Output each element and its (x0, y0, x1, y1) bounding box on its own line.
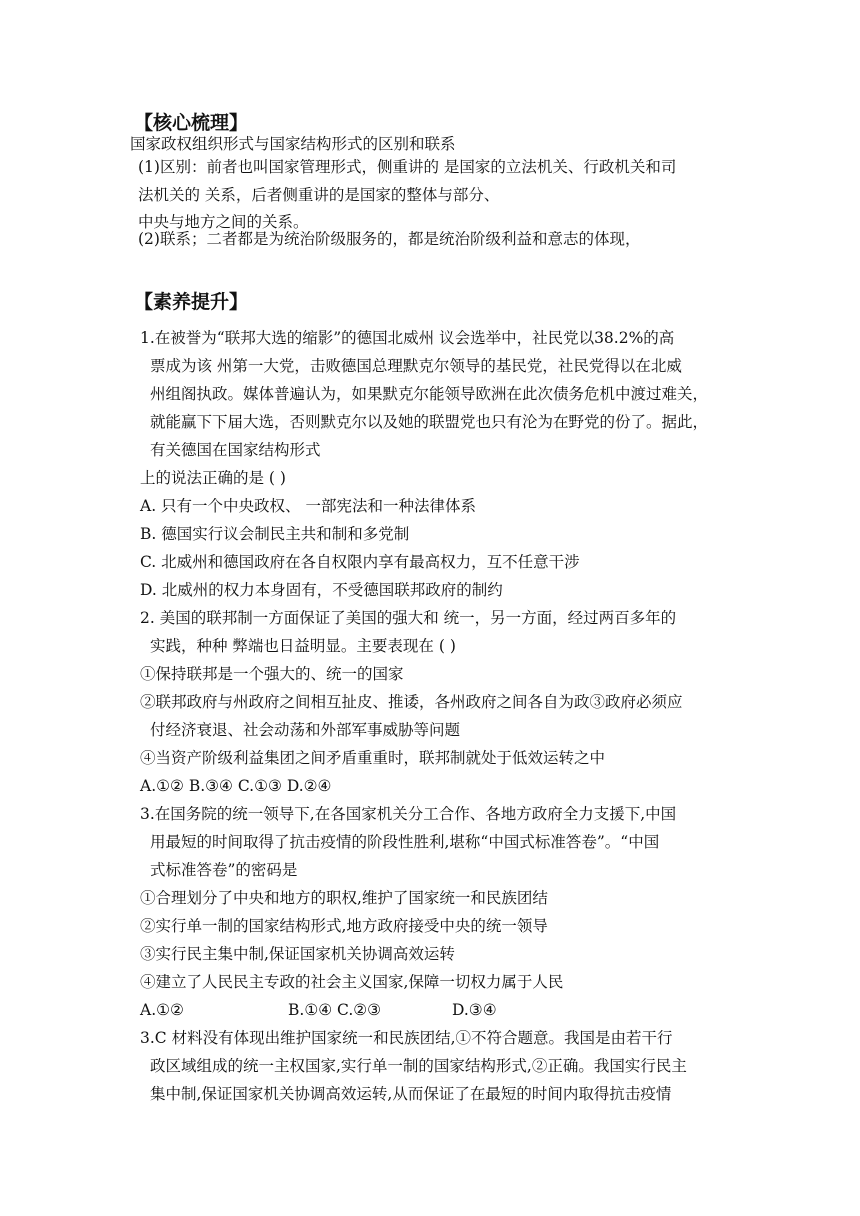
question-1-line: 有关德国在国家结构形式 (150, 441, 321, 459)
question-1-line: 州组阁执政。媒体普遍认为，如果默克尔能领导欧洲在此次债务危机中渡过难关， (150, 385, 709, 403)
text-line: 法机关的 关系，后者侧重讲的是国家的整体与部分、 (138, 186, 500, 204)
question-2-line: ④当资产阶级利益集团之间矛盾重重时，联邦制就处于低效运转之中 (140, 749, 606, 767)
question-1-line: 就能赢下下届大选，否则默克尔以及她的联盟党也只有沦为在野党的份了。据此， (150, 413, 709, 431)
question-3-line: ①合理划分了中央和地方的职权,维护了国家统一和民族团结 (140, 889, 548, 907)
section-heading-improve: 【素养提升】 (134, 291, 249, 313)
question-3-line: 式标准答卷”的密码是 (150, 861, 298, 879)
question-2-options: A.①② B.③④ C.①③ D.②④ (140, 777, 332, 795)
section-heading-core: 【核心梳理】 (134, 112, 249, 134)
text-line: 中央与地方之间的关系。 (138, 213, 309, 231)
text-line: (1)区别：前者也叫国家管理形式，侧重讲的 是国家的立法机关、行政机关和司 (138, 158, 677, 176)
question-3-option-a: A.①② (140, 1001, 184, 1019)
question-2-line: 2. 美国的联邦制一方面保证了美国的强大和 统一，另一方面，经过两百多年的 (140, 609, 677, 627)
question-2-line: 付经济衰退、社会动荡和外部军事威胁等问题 (150, 721, 461, 739)
question-3-line: ④建立了人民民主专政的社会主义国家,保障一切权力属于人民 (140, 973, 564, 991)
question-3-option-d: D.③④ (452, 1001, 497, 1019)
question-1-option: C. 北威州和德国政府在各自权限内享有最高权力，互不任意干涉 (140, 553, 580, 571)
answer-3-line: 3.C 材料没有体现出维护国家统一和民族团结,①不符合题意。我国是由若干行 (140, 1029, 673, 1047)
question-3-line: 3.在国务院的统一领导下,在各国家机关分工合作、各地方政府全力支援下,中国 (140, 805, 677, 823)
question-1-line: 票成为该 州第一大党，击败德国总理默克尔领导的基民党，社民党得以在北威 (150, 357, 682, 375)
question-2-line: ②联邦政府与州政府之间相互扯皮、推诿，各州政府之间各自为政③政府必须应 (140, 693, 683, 711)
answer-3-line: 集中制,保证国家机关协调高效运转,从而保证了在最短的时间内取得抗击疫情 (150, 1085, 672, 1103)
question-1-option: D. 北威州的权力本身固有，不受德国联邦政府的制约 (140, 581, 503, 599)
answer-3-line: 政区域组成的统一主权国家,实行单一制的国家结构形式,②正确。我国实行民主 (150, 1057, 687, 1075)
question-1-option: A. 只有一个中央政权、 一部宪法和一种法律体系 (140, 497, 476, 515)
question-1-line: 1.在被誉为“联邦大选的缩影”的德国北威州 议会选举中，社民党以38.2%的高 (140, 329, 675, 347)
text-line: (2)联系；二者都是为统治阶级服务的，都是统治阶级利益和意志的体现， (138, 230, 641, 248)
question-2-line: ①保持联邦是一个强大的、统一的国家 (140, 665, 404, 683)
question-3-option-bc: B.①④ C.②③ (288, 1001, 382, 1019)
section-title: 国家政权组织形式与国家结构形式的区别和联系 (130, 135, 456, 153)
question-2-line: 实践，种种 弊端也日益明显。主要表现在 ( ) (150, 637, 456, 655)
question-3-line: ③实行民主集中制,保证国家机关协调高效运转 (140, 945, 455, 963)
question-3-line: 用最短的时间取得了抗击疫情的阶段性胜利,堪称“中国式标准答卷”。“中国 (150, 833, 660, 851)
question-3-line: ②实行单一制的国家结构形式,地方政府接受中央的统一领导 (140, 917, 548, 935)
question-1-option: B. 德国实行议会制民主共和制和多党制 (140, 525, 410, 543)
question-1-line: 上的说法正确的是 ( ) (140, 469, 286, 487)
